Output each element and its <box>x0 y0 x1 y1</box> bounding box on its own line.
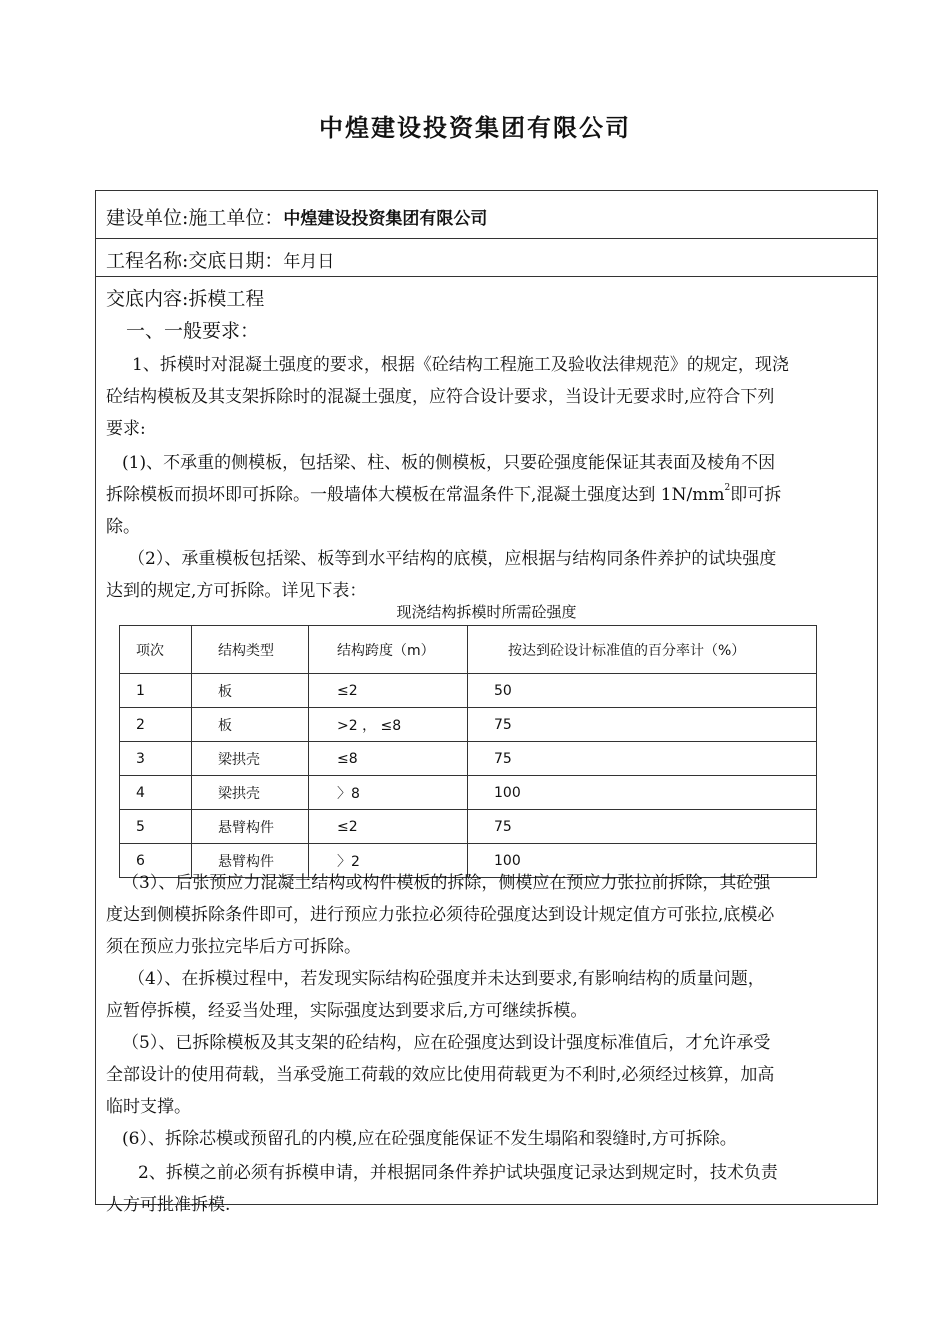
strength-table <box>119 625 817 878</box>
paragraph-2-line: (1)、不承重的侧模板，包括梁、柱、板的侧模板，只要砼强度能保证其表面及棱角不因 <box>122 453 776 473</box>
paragraph-3 <box>106 543 869 607</box>
table-cell: 板 <box>192 674 309 708</box>
table-cell: 2 <box>120 708 192 742</box>
construction-unit-label: 建设单位:施工单位： <box>106 207 284 229</box>
table-cell: ≤8 <box>309 742 468 776</box>
table-row <box>120 674 817 708</box>
paragraph-2-text: 拆除模板而损坏即可拆除。一般墙体大模板在常温条件下,混凝土强度达到 1N/mm <box>106 485 725 505</box>
table-cell: 1 <box>120 674 192 708</box>
table-cell: 〉2 <box>309 844 468 878</box>
contractor-company: 中煌建设投资集团有限公司 <box>283 209 488 229</box>
paragraph-1 <box>106 349 869 445</box>
project-name-row <box>96 239 877 277</box>
paragraph-4-line: 须在预应力张拉完毕后方可拆除。 <box>106 937 361 957</box>
disclosure-date: 年月日 <box>283 252 335 272</box>
table-header-row <box>120 626 817 674</box>
paragraph-3-line: 达到的规定,方可拆除。详见下表： <box>106 581 367 601</box>
paragraph-5 <box>106 963 869 1027</box>
project-name-label: 工程名称:交底日期： <box>106 250 284 272</box>
table-cell: ≤2 <box>309 810 468 844</box>
table-cell: 100 <box>468 776 817 810</box>
paragraph-5-line: 应暂停拆模，经妥当处理，实际强度达到要求后,方可继续拆模。 <box>106 1001 588 1021</box>
construction-unit-row <box>96 191 877 239</box>
table-cell: >2 ， ≤8 <box>309 708 468 742</box>
paragraph-7-line: (6）、拆除芯模或预留孔的内模,应在砼强度能保证不发生塌陷和裂缝时,方可拆除。 <box>122 1129 737 1149</box>
paragraph-4 <box>106 867 869 963</box>
paragraph-2-text: 即可拆 <box>730 485 782 505</box>
paragraph-7 <box>106 1123 869 1155</box>
column-header: 按达到砼设计标准值的百分率计（%） <box>468 626 817 674</box>
paragraph-2 <box>106 447 869 543</box>
table-cell: 100 <box>468 844 817 878</box>
table-cell: 梁拱壳 <box>192 776 309 810</box>
document-title: 中煌建设投资集团有限公司 <box>319 114 631 142</box>
table-cell: 75 <box>468 810 817 844</box>
paragraph-5-line: （4）、在拆模过程中，若发现实际结构砼强度并未达到要求,有影响结构的质量问题， <box>128 969 765 989</box>
paragraph-1-line: 1、拆模时对混凝土强度的要求，根据《砼结构工程施工及验收法律规范》的规定，现浇 <box>132 355 789 375</box>
disclosure-form <box>95 190 878 1215</box>
paragraph-3-line: （2）、承重模板包括梁、板等到水平结构的底模，应根据与结构同条件养护的试块强度 <box>128 549 777 569</box>
table-row <box>120 742 817 776</box>
table-cell: 梁拱壳 <box>192 742 309 776</box>
paragraph-2-line <box>106 479 869 511</box>
paragraph-6 <box>106 1027 869 1123</box>
table-cell: 4 <box>120 776 192 810</box>
table-cell: 悬臂构件 <box>192 844 309 878</box>
table-cell: 6 <box>120 844 192 878</box>
table-row <box>120 810 817 844</box>
table-row <box>120 708 817 742</box>
content-label: 交底内容:拆模工程 <box>106 288 265 310</box>
paragraph-6-line: 全部设计的使用荷载，当承受施工荷载的效应比使用荷载更为不利时,必须经过核算，加高 <box>106 1065 775 1085</box>
table-row <box>120 776 817 810</box>
table-cell: 悬臂构件 <box>192 810 309 844</box>
column-header: 项次 <box>120 626 192 674</box>
table-caption: 现浇结构拆模时所需砼强度 <box>396 603 577 621</box>
section-general-requirements: 一、一般要求： <box>126 320 260 342</box>
paragraph-6-line: （5）、已拆除模板及其支架的砼结构，应在砼强度达到设计强度标准值后，才允许承受 <box>122 1033 771 1053</box>
paragraph-1-line: 砼结构模板及其支架拆除时的混凝土强度，应符合设计要求，当设计无要求时,应符合下列 <box>106 387 775 407</box>
table-cell: 板 <box>192 708 309 742</box>
table-cell: 5 <box>120 810 192 844</box>
table-cell: 〉8 <box>309 776 468 810</box>
paragraph-4-line: 度达到侧模拆除条件即可，进行预应力张拉必须待砼强度达到设计规定值方可张拉,底模必 <box>106 905 775 925</box>
table-cell: 3 <box>120 742 192 776</box>
paragraph-8-line: 人方可批准拆模. <box>106 1195 231 1215</box>
paragraph-6-line: 临时支撑。 <box>106 1097 191 1117</box>
paragraph-8 <box>106 1157 869 1221</box>
table-cell: 75 <box>468 708 817 742</box>
column-header: 结构类型 <box>192 626 309 674</box>
paragraph-1-line: 要求: <box>106 419 146 439</box>
paragraph-4-line: （3）、后张预应力混凝土结构或构件模板的拆除，侧模应在预应力张拉前拆除，其砼强 <box>122 873 771 893</box>
table-cell: 50 <box>468 674 817 708</box>
paragraph-2-line: 除。 <box>106 517 140 537</box>
construction-unit-line <box>106 203 487 230</box>
table-cell: ≤2 <box>309 674 468 708</box>
unit-exponent: 2 <box>724 483 731 493</box>
paragraph-8-line: 2、拆模之前必须有拆模申请，并根据同条件养护试块强度记录达到规定时，技术负责 <box>138 1163 778 1183</box>
project-name-line <box>106 246 334 273</box>
table-cell: 75 <box>468 742 817 776</box>
column-header: 结构跨度（m） <box>309 626 468 674</box>
